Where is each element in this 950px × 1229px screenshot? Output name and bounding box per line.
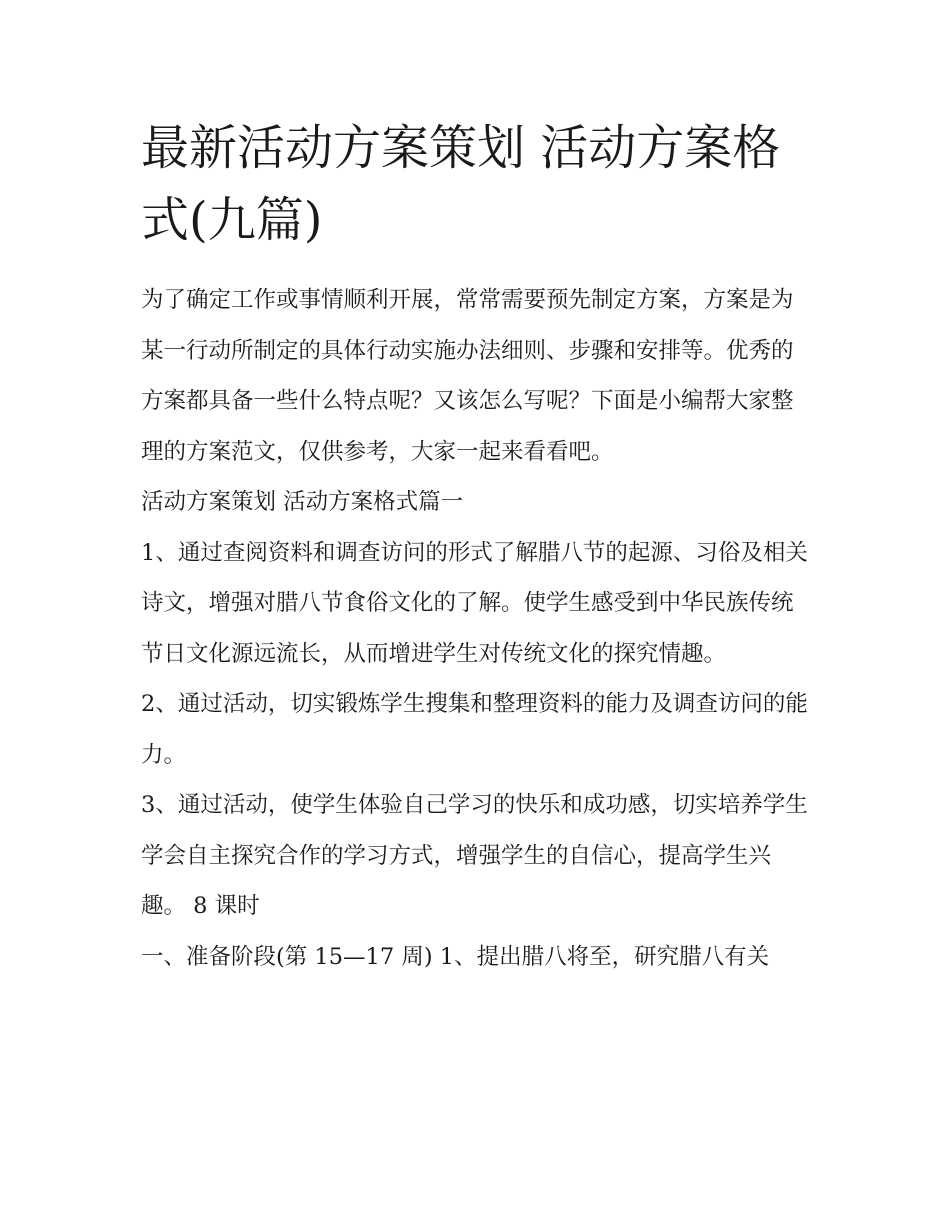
preparation-stage: 一、准备阶段(第 15—17 周) 1、提出腊八将至，研究腊八有关 <box>141 943 770 970</box>
document-title: 最新活动方案策划 活动方案格式(九篇) <box>141 120 781 248</box>
section-heading: 活动方案策划 活动方案格式篇一 <box>141 489 464 515</box>
list-item-2: 2、通过活动，切实锻炼学生搜集和整理资料的能力及调查访问的能力。 <box>141 691 808 768</box>
intro-paragraph: 为了确定工作或事情顺利开展，常常需要预先制定方案，方案是为某一行动所制定的具体行动实施办法细则、步骤和安排等。优秀的方案都具备一些什么特点呢？又该怎么写呢？下面是小编帮大家整理的方案范文，仅供参考，大家一起来看看吧。 <box>141 287 794 465</box>
document-page <box>141 112 813 982</box>
list-item-3: 3、通过活动，使学生体验自己学习的快乐和成功感，切实培养学生学会自主探究合作的学习方式，增强学生的自信心，提高学生兴趣。 8 课时 <box>141 792 808 919</box>
list-item-1: 1、通过查阅资料和调查访问的形式了解腊八节的起源、习俗及相关诗文，增强对腊八节食俗文化的了解。使学生感受到中华民族传统节日文化源远流长，从而增进学生对传统文化的探究情趣。 <box>141 539 808 667</box>
document-body <box>141 275 813 982</box>
